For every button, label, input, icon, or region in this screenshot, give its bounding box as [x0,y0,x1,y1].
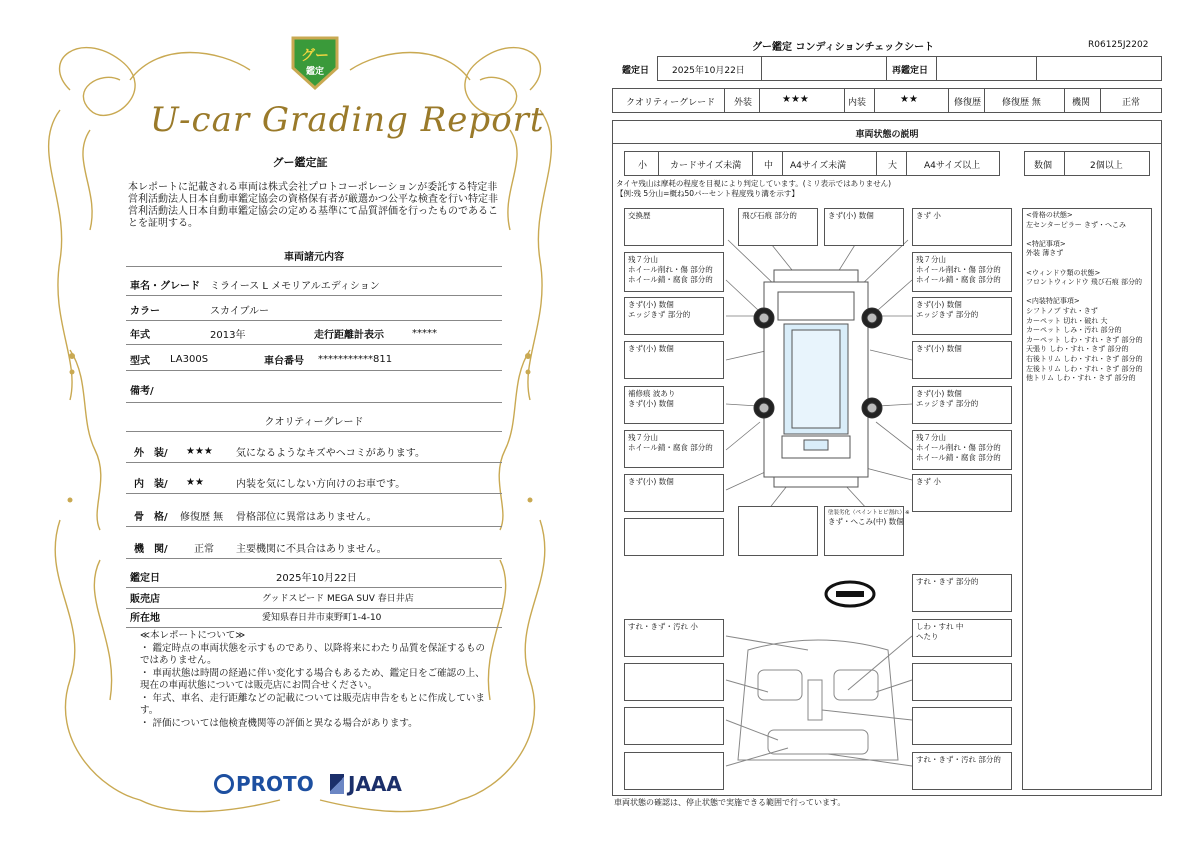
svg-text:鑑定: 鑑定 [305,67,325,77]
vehicle-name: ミライース L メモリアルエディション [210,281,380,292]
interior-cell-right [912,663,1012,701]
interior-cell-right [912,707,1012,745]
note-item: ・ 年式、車名、走行距離などの記載については販売店申告をもとに作成しています。 [140,693,485,716]
damage-cell-right: きず(小) 数個 エッジきず 部分的 [912,386,1012,424]
sheet-repair-value: 修復歴 無 [1002,98,1041,108]
interior-cell-right: すれ・きず 部分的 [912,574,1012,612]
grading-date: 2025年10月22日 [276,573,357,584]
damage-cell-right: きず(小) 数個 [912,341,1012,379]
address-row: 所在地 愛知県春日井市東野町1-4-10 [126,606,502,628]
report-title: U-car Grading Report [150,100,545,140]
sheet-code: R06125J2202 [1088,40,1149,50]
sheet-interior-stars: ★★ [900,94,918,105]
name-row: 車名・グレード ミライース L メモリアルエディション [126,274,502,296]
proto-logo: PROTO [214,772,314,796]
interior-cell-left [624,663,724,701]
vehicle-year: 2013年 [210,330,246,341]
report-notes: ≪本レポートについて≫ ・ 鑑定時点の車両状態を示すものであり、以降将来にわたり品質を保証するものではありません。 ・ 車両状態は時間の経過に伴い変化する場合もあるため、鑑定日をご確認の上、現在の車両状態については販売店にお問合せください。 ・ 年式、車名、走行距離などの記載については販売店申告をもとに作成しています。 ・ 評価については他検査機関等の評価と異なる場合があります。 [140,630,490,731]
sheet-date: 2025年10月22日 [672,66,745,76]
damage-cell-left: きず(小) 数個 [624,341,724,379]
engine-row: 機 関/ 正常 主要機関に不具合はありません。 [126,537,502,559]
interior-cell-left: すれ・きず・汚れ 小 [624,619,724,657]
tire-example: 【例:残 5分山=概ね50パーセント程度残り溝を示す】 [616,189,799,198]
shop-name: グッドスピード MEGA SUV 春日井店 [262,594,414,604]
proto-circle-icon [214,774,234,794]
note-item: ・ 鑑定時点の車両状態を示すものであり、以降将来にわたり品質を保証するものではありません。 [140,643,486,666]
interior-cell-right: すれ・きず・汚れ 部分的 [912,752,1012,790]
note-item: ・ 評価については他検査機関等の評価と異なる場合があります。 [140,718,418,729]
model-code: LA300S [170,354,209,365]
damage-cell-bottom: 塗装劣化（ペイントヒビ割れ）※ きず・へこみ(中) 数個 [824,506,904,556]
frame-row: 骨 格/ 修復歴 無 骨格部位に異常はありません。 [126,505,502,527]
date-row: 鑑定日 2025年10月22日 [126,566,502,588]
damage-cell-top: 飛び石痕 部分的 [738,208,818,246]
interior-stars: ★★ [186,477,204,488]
vehicle-color: スカイブルー [210,306,269,317]
sheet-footer: 車両状態の確認は、停止状態で実施できる範囲で行っています。 [614,798,846,807]
damage-cell-right: きず 小 [912,208,1012,246]
damage-cell-left: きず(小) 数個 [624,474,724,512]
frame-value: 修復歴 無 [180,512,224,523]
damage-cell-right: 残７分山 ホイール削れ・傷 部分的 ホイール錆・腐食 部分的 [912,252,1012,292]
sheet-exterior-stars: ★★★ [782,94,809,105]
engine-value: 正常 [194,544,214,555]
tire-note: タイヤ残山は摩耗の程度を目視により判定しています。(ミリ表示ではありません) [616,179,892,188]
exterior-row: 外 装/ ★★★ 気になるようなキズやヘコミがあります。 [126,441,502,463]
damage-cell-left: 補修痕 波あり きず(小) 数個 [624,386,724,424]
certificate-intro: 本レポートに記載される車両は株式会社プロトコーポレーションが委託する特定非営利活動法人日本自動車鑑定協会の資格保有者が厳選かつ公平な検査を行い特定非営利活動法人日本自動車鑑定協会の定める基準にて品質評価を行ったものであることを証明する。 [128,182,498,229]
interior-row: 内 装/ ★★ 内装を気にしない方向けのお車です。 [126,472,502,494]
condition-summary: <骨格の状態> 左センターピラー きず・へこみ <特記事項> 外装 薄きず <ウィンドウ類の状態> フロントウィンドウ 飛び石痕 部分的 <内装特記事項> シフトノブ すれ・きず カーペット 切れ・破れ 大 カーペット しみ・汚れ 部分的 カーペット しわ・すれ・きず 部分的 天張り しわ・すれ・きず 部分的 右後トリム しわ・すれ・きず 部分的 左後トリム しわ・すれ・きず 部分的 他トリム しわ・すれ・きず 部分的 [1022,208,1152,790]
interior-cell-right: しわ・すれ 中 へたり [912,619,1012,657]
condition-title: 車両状態の説明 [855,130,919,140]
exterior-stars: ★★★ [186,446,213,457]
interior-cell-left [624,707,724,745]
certificate-subtitle: グー鑑定証 [272,156,328,169]
shop-address: 愛知県春日井市東野町1-4-10 [262,613,382,623]
spec-header: 車両諸元内容 [126,245,502,267]
color-row: カラー スカイブルー [126,299,502,321]
svg-text:グー: グー [301,48,329,64]
quality-header: クオリティーグレード [126,410,502,432]
damage-cell-top: きず(小) 数個 [824,208,904,246]
damage-cell-left [624,518,724,556]
sheet-title: グー鑑定 コンディションチェックシート [752,42,935,53]
sheet-engine-value: 正常 [1122,98,1141,108]
damage-cell-left: きず(小) 数個 エッジきず 部分的 [624,297,724,335]
note-item: ・ 車両状態は時間の経過に伴い変化する場合もあるため、鑑定日をご確認の上、現在の車両状態については販売店にお問合せください。 [140,668,485,691]
damage-cell-right: 残７分山 ホイール削れ・傷 部分的 ホイール錆・腐食 部分的 [912,430,1012,470]
damage-cell-right: きず(小) 数個 エッジきず 部分的 [912,297,1012,335]
condition-check-sheet: グー鑑定 コンディションチェックシート R06125J2202 鑑定日 2025年10月22日 再鑑定日 クオリティーグレード 外装 ★★★ 内装 ★★ 修復歴 修復歴 無 機関 正常 車両状態の説明 小 カードサイズ未満 中 A4サイズ未満 大 A4サイズ以上 数個 2個以上 タイヤ残山は摩耗の程度を目視により判定しています。(ミリ表示ではありません) 【例:残 5分山=概ね50パーセント程度残り溝を示す】 交換歴 残７分山 ホイール削れ・傷 部分的 ホイール錆・腐食 部分的 きず(小) 数個 エッジきず 部分的 きず(小) 数個 補修痕 波あり きず(小) 数個 残７分山 ホイール錆・腐食 部分的 きず(小) 数個 飛び石痕 部分的 きず(小) 数個 塗装劣化（ペイントヒビ割れ）※ きず・へこみ(中) 数個 きず 小 残７分山 ホイール削れ・傷 部分的 ホイール錆・腐食 部分的 きず(小) 数個 エッジきず 部分的 きず(小) 数個 きず(小) 数個 エッジきず 部分的 残７分山 ホイール削れ・傷 部分的 ホイール錆・腐食 部分的 きず 小 <骨格の状態> 左センターピラー きず・へこみ <特記事項> 外装 薄きず <ウィンドウ類の状態> フロントウィンドウ 飛び石痕 部分的 <内装特記事項> シフトノブ すれ・きず カーペット 切れ・破れ 大 カーペット しみ・汚れ 部分的 カーペット しわ・すれ・きず 部分的 天張り しわ・すれ・きず 部分的 右後トリム しわ・すれ・きず 部分的 左後トリム しわ・すれ・きず 部分的 他トリム しわ・すれ・きず 部分的 すれ・きず 部分的 しわ・すれ 中 へたり すれ・きず・汚れ 部分的 すれ・きず・汚れ 小 車両状態の確認は、停止状態で実施できる範囲で行っています。 [608,0,1200,848]
remarks-row: 備考/ [126,377,502,403]
damage-cell-left: 残７分山 ホイール削れ・傷 部分的 ホイール錆・腐食 部分的 [624,252,724,292]
steering-wheel-icon [826,582,874,606]
damage-cell-bottom [738,506,818,556]
mileage-value: ***** [412,328,437,339]
jaaa-mark-icon [330,774,344,794]
damage-cell-left: 交換歴 [624,208,724,246]
goo-kantei-badge-icon [289,32,341,92]
jaaa-logo: JAAA [330,772,402,796]
shop-row: 販売店 グッドスピード MEGA SUV 春日井店 [126,587,502,609]
model-row: 型式 LA300S 車台番号 ***********811 [126,349,502,371]
interior-cell-left [624,752,724,790]
damage-cell-left: 残７分山 ホイール錆・腐食 部分的 [624,430,724,468]
damage-cell-right: きず 小 [912,474,1012,512]
year-row: 年式 2013年 走行距離計表示 ***** [126,323,502,345]
chassis-number: ***********811 [318,354,393,365]
